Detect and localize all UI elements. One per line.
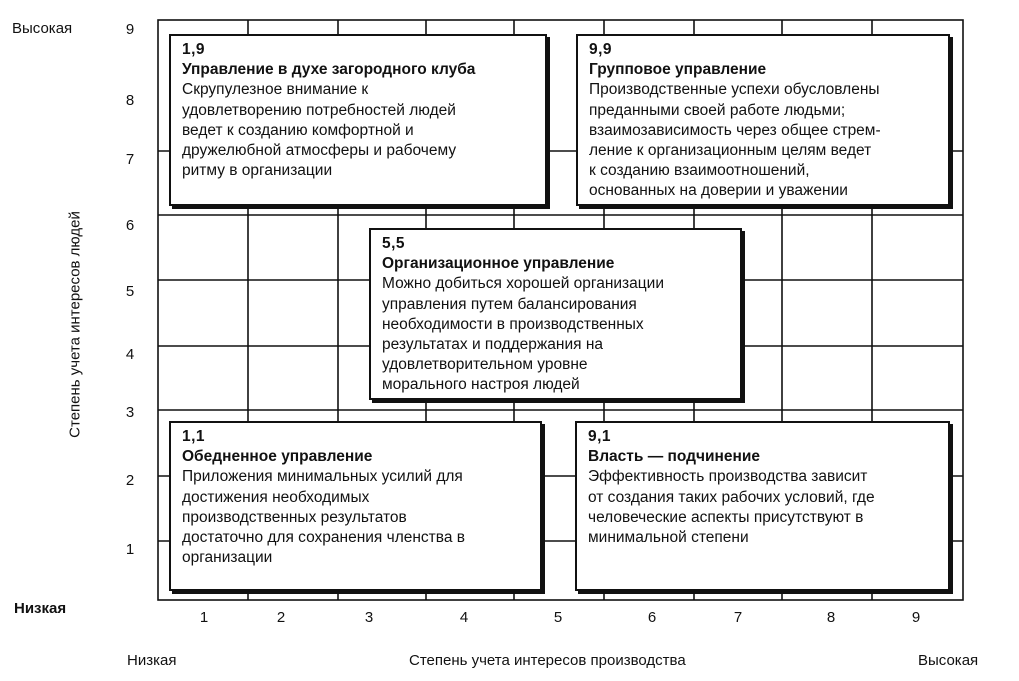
y-tick-2: 2	[125, 472, 135, 489]
y-tick-8: 8	[125, 92, 135, 109]
x-tick-7: 7	[733, 609, 743, 626]
x-high-label: Высокая	[918, 652, 979, 669]
y-tick-3: 3	[125, 404, 135, 421]
style-code: 9,9	[589, 41, 613, 58]
y-tick-5: 5	[125, 283, 135, 300]
x-low-label: Низкая	[127, 652, 177, 669]
y-tick-4: 4	[125, 346, 135, 363]
x-tick-5: 5	[553, 609, 563, 626]
style-title: Групповое управление	[589, 61, 767, 79]
y-high-label: Высокая	[12, 20, 73, 37]
style-code: 1,1	[182, 428, 206, 445]
style-description: Производственные успехи обусловлены преданными своей работе людьми; взаимозависимость через общее стрем- ление к организационным целям ведет к созданию взаимоотношений, основанных на доверии и уважении	[589, 81, 881, 200]
y-axis-title: Степень учета интересов людей	[66, 211, 84, 438]
x-tick-2: 2	[276, 609, 286, 626]
y-tick-6: 6	[125, 217, 135, 234]
y-low-label: Низкая	[14, 600, 67, 617]
x-tick-8: 8	[826, 609, 836, 626]
style-title: Организационное управление	[382, 255, 615, 273]
style-box-1-9	[169, 34, 547, 206]
style-description: Эффективность производства зависит от создания таких рабочих условий, где человеческие аспекты присутствуют в минимальной степени	[588, 468, 875, 547]
x-axis-title: Степень учета интересов производства	[409, 652, 686, 669]
style-title: Управление в духе загородного клуба	[182, 61, 476, 79]
y-tick-9: 9	[125, 21, 135, 38]
style-title: Обедненное управление	[182, 448, 373, 466]
style-code: 9,1	[588, 428, 612, 445]
x-tick-1: 1	[199, 609, 209, 626]
style-code: 1,9	[182, 41, 206, 58]
style-code: 5,5	[382, 235, 406, 252]
style-box-9-9	[576, 34, 950, 206]
style-title: Власть — подчинение	[588, 448, 760, 466]
x-tick-9: 9	[911, 609, 921, 626]
x-tick-3: 3	[364, 609, 374, 626]
style-description: Приложения минимальных усилий для достижения необходимых производственных результатов достаточно для сохранения членства в организации	[182, 468, 466, 567]
x-tick-4: 4	[459, 609, 469, 626]
style-description: Скрупулезное внимание к удовлетворению потребностей людей ведет к созданию комфортной и дружелюбной атмосферы и рабочему ритму в организации	[182, 81, 457, 180]
style-box-5-5	[369, 228, 742, 400]
style-description: Можно добиться хорошей организации управления путем балансирования необходимости в производственных результатах и поддержания на удовлетворительном уровне морального настроя людей	[382, 275, 664, 394]
y-tick-1: 1	[125, 541, 135, 558]
y-tick-7: 7	[125, 151, 135, 168]
x-tick-6: 6	[647, 609, 657, 626]
style-box-9-1	[575, 421, 950, 591]
style-box-1-1	[169, 421, 542, 591]
